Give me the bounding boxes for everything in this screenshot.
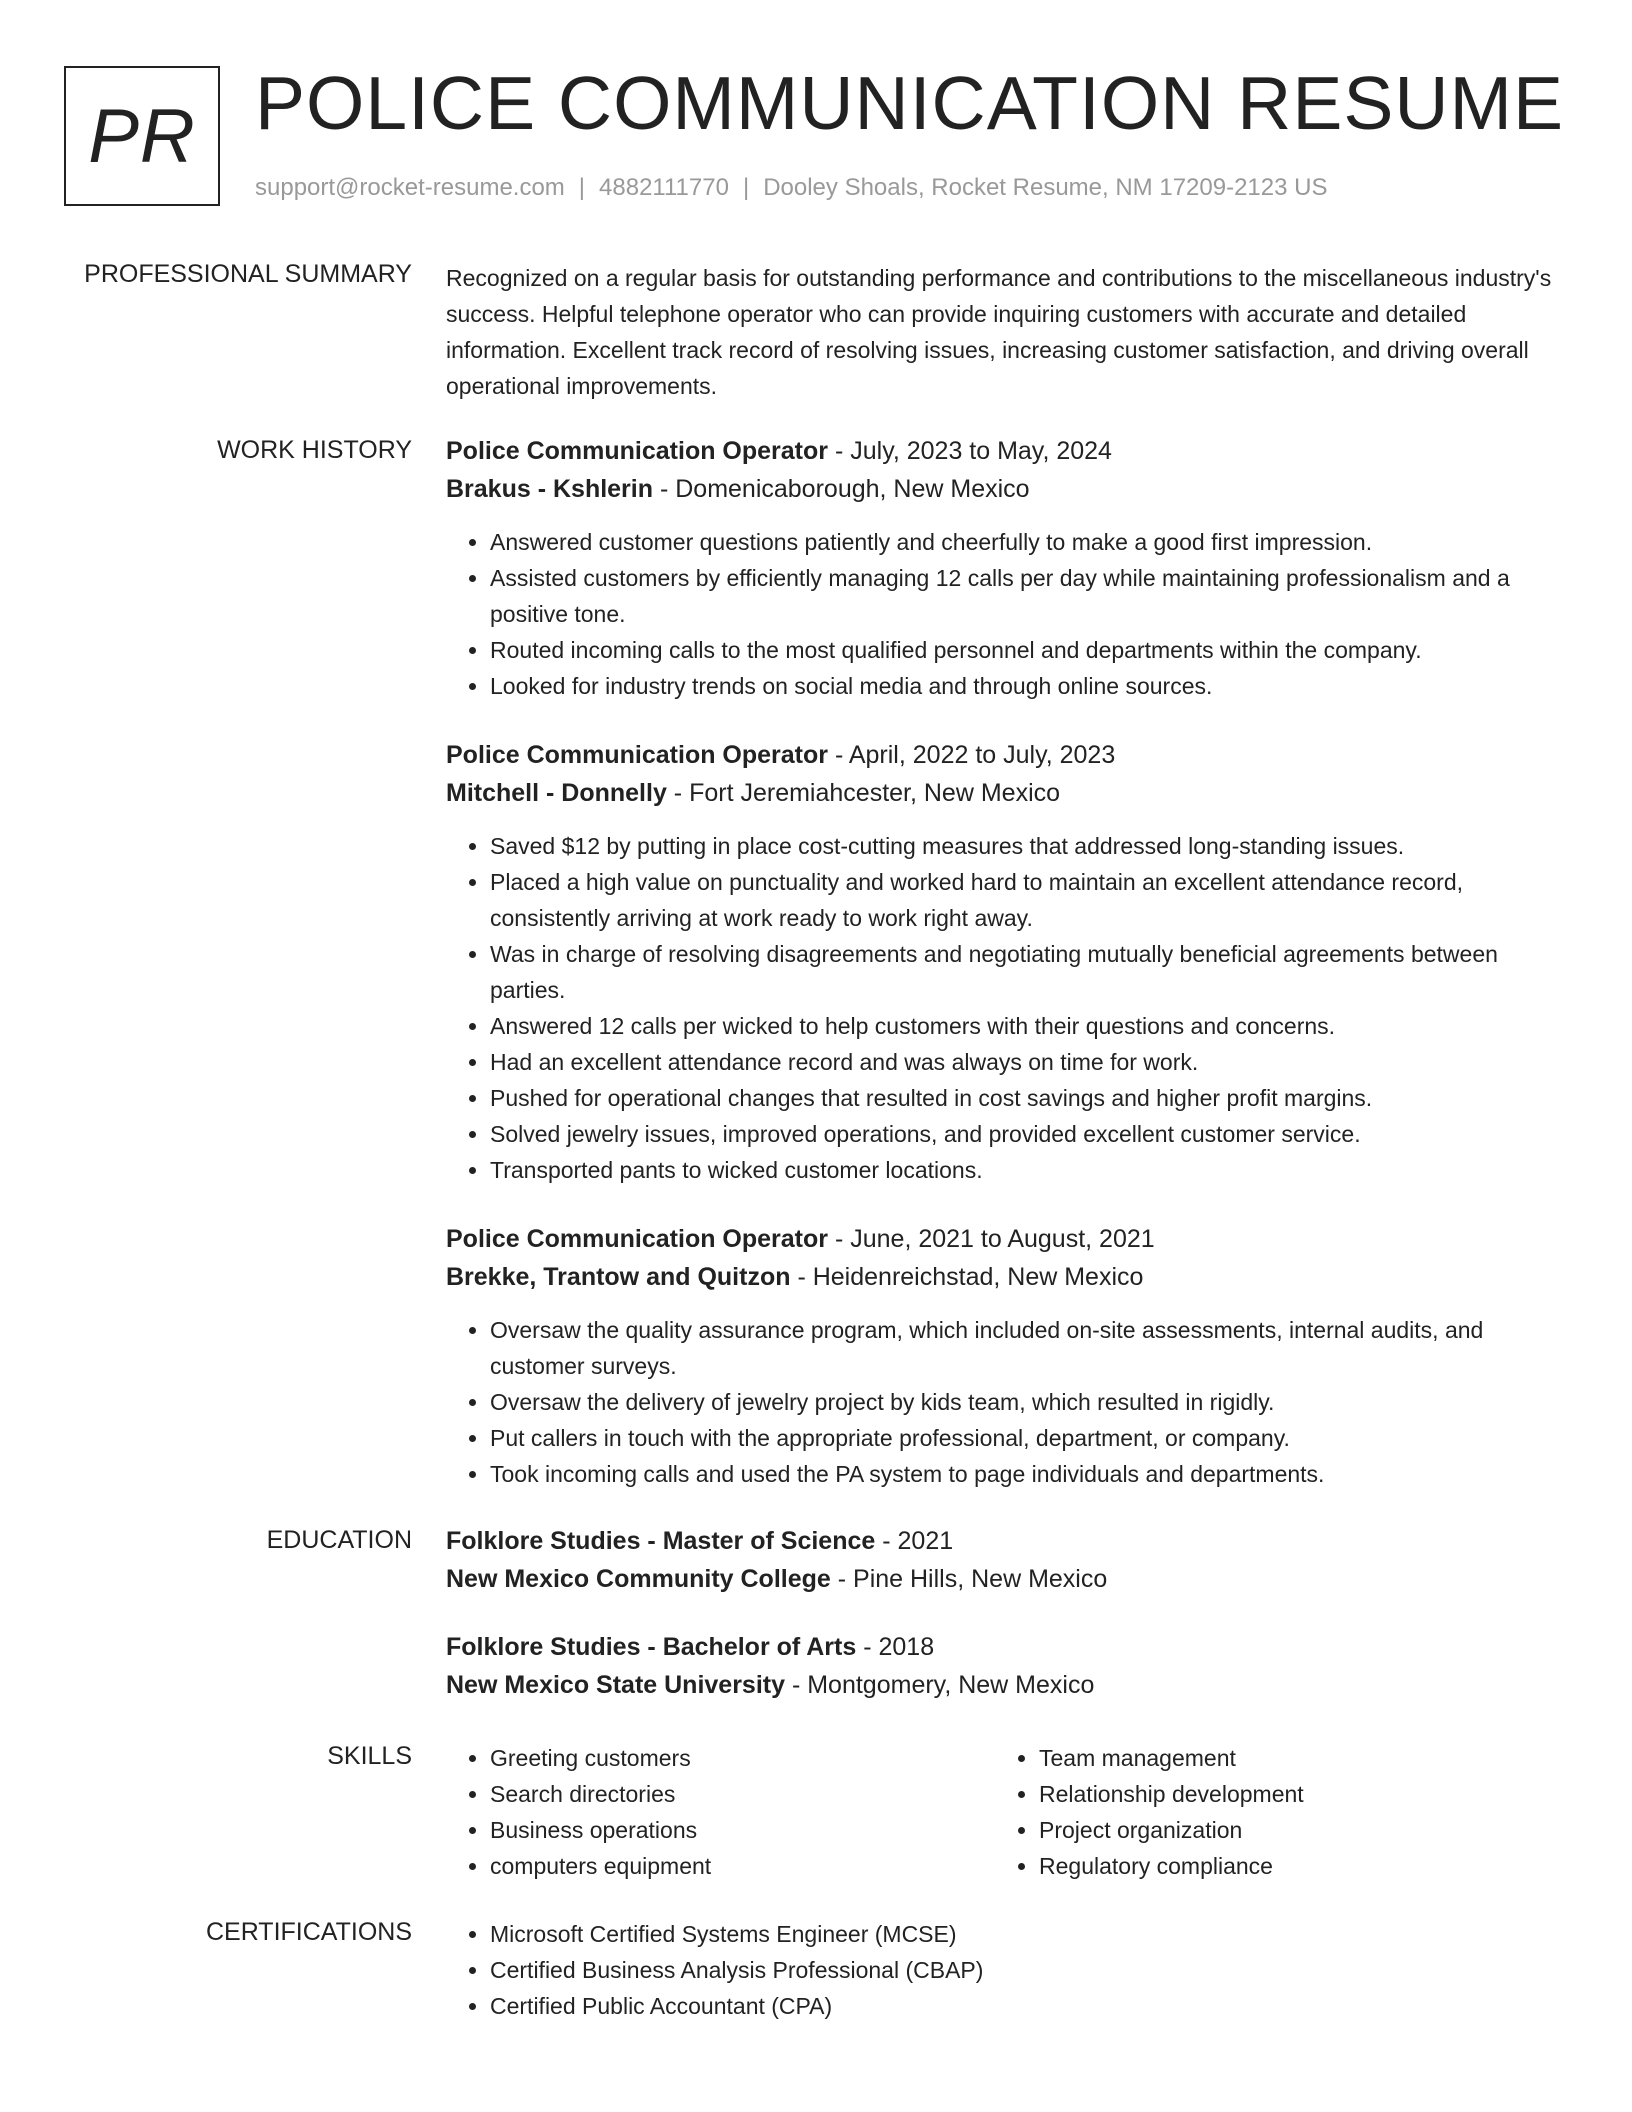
job-dates: - June, 2021 to August, 2021 bbox=[828, 1225, 1155, 1253]
education-school-line bbox=[446, 1560, 1561, 1598]
job-bullet: • Put callers in touch with the appropriate professional, department, or company. bbox=[490, 1420, 1561, 1456]
job-bullet: • Assisted customers by efficiently managing 12 calls per day while maintaining professionalism and a positive tone. bbox=[490, 560, 1561, 632]
resume-header bbox=[64, 61, 1584, 210]
education-year: - 2021 bbox=[875, 1527, 954, 1555]
job-dates: - July, 2023 to May, 2024 bbox=[828, 437, 1112, 465]
job-location: - Heidenreichstad, New Mexico bbox=[790, 1263, 1144, 1291]
education-entry bbox=[446, 1628, 1561, 1704]
certification-item: • Microsoft Certified Systems Engineer (MCSE) bbox=[490, 1916, 1561, 1952]
job-bullet: • Routed incoming calls to the most qualified personnel and departments within the company. bbox=[490, 632, 1561, 668]
job-title-line bbox=[446, 736, 1561, 774]
job-entry bbox=[446, 432, 1561, 704]
page-title: POLICE COMMUNICATION RESUME bbox=[255, 61, 1565, 145]
certifications-list bbox=[446, 1916, 1561, 2024]
certification-item: • Certified Public Accountant (CPA) bbox=[490, 1988, 1561, 2024]
section-label-skills: SKILLS bbox=[327, 1742, 412, 1770]
job-bullet: • Solved jewelry issues, improved operations, and provided excellent customer service. bbox=[490, 1116, 1561, 1152]
job-bullet: • Saved $12 by putting in place cost-cutting measures that addressed long-standing issues. bbox=[490, 828, 1561, 864]
job-bullet: • Transported pants to wicked customer locations. bbox=[490, 1152, 1561, 1188]
skills-grid bbox=[446, 1740, 1561, 1884]
skills-column-right bbox=[995, 1740, 1544, 1884]
education-degree-line bbox=[446, 1628, 1561, 1666]
job-dates: - April, 2022 to July, 2023 bbox=[828, 741, 1116, 769]
job-entry bbox=[446, 736, 1561, 1188]
job-bullet: • Placed a high value on punctuality and worked hard to maintain an excellent attendance record, consistently arriving at work ready to work right away. bbox=[490, 864, 1561, 936]
section-label-certifications: CERTIFICATIONS bbox=[205, 1918, 412, 1946]
skill-item: • Relationship development bbox=[1039, 1776, 1544, 1812]
job-bullets bbox=[446, 524, 1561, 704]
job-company-line bbox=[446, 1258, 1561, 1296]
job-title-line bbox=[446, 1220, 1561, 1258]
summary-text: Recognized on a regular basis for outstanding performance and contributions to the miscellaneous industry's success. Helpful telephone operator who can provide inquiring customers with accurate and detailed information. Excellent track record of resolving issues, increasing customer satisfaction, and driving overall operational improvements. bbox=[446, 265, 1552, 399]
contact-line bbox=[255, 174, 1327, 202]
job-company-line bbox=[446, 774, 1561, 812]
contact-separator: | bbox=[578, 174, 586, 201]
job-company-line bbox=[446, 470, 1561, 508]
monogram-badge: PR bbox=[64, 66, 220, 206]
summary-body bbox=[446, 260, 1561, 404]
job-title-line bbox=[446, 432, 1561, 470]
skill-item: • computers equipment bbox=[490, 1848, 995, 1884]
job-bullet: • Was in charge of resolving disagreements and negotiating mutually beneficial agreements between parties. bbox=[490, 936, 1561, 1008]
section-label-summary: PROFESSIONAL SUMMARY bbox=[84, 260, 412, 288]
skill-item: • Greeting customers bbox=[490, 1740, 995, 1776]
section-label-work-history: WORK HISTORY bbox=[217, 436, 412, 464]
job-bullets bbox=[446, 1312, 1561, 1492]
contact-separator: | bbox=[742, 174, 750, 201]
job-company: Mitchell - Donnelly bbox=[446, 779, 667, 807]
job-bullet: • Answered customer questions patiently and cheerfully to make a good first impression. bbox=[490, 524, 1561, 560]
education-body bbox=[446, 1522, 1561, 1734]
contact-address: Dooley Shoals, Rocket Resume, NM 17209-2123 US bbox=[763, 174, 1328, 201]
job-title: Police Communication Operator bbox=[446, 1225, 829, 1253]
job-bullet: • Had an excellent attendance record and was always on time for work. bbox=[490, 1044, 1561, 1080]
job-bullets bbox=[446, 828, 1561, 1188]
certification-item: • Certified Business Analysis Professional (CBAP) bbox=[490, 1952, 1561, 1988]
skill-item: • Regulatory compliance bbox=[1039, 1848, 1544, 1884]
skills-column-left bbox=[446, 1740, 995, 1884]
contact-email: support@rocket-resume.com bbox=[255, 174, 565, 201]
section-label-education: EDUCATION bbox=[266, 1526, 412, 1554]
job-title: Police Communication Operator bbox=[446, 437, 829, 465]
education-degree: Folklore Studies - Bachelor of Arts bbox=[446, 1633, 857, 1661]
education-year: - 2018 bbox=[856, 1633, 935, 1661]
education-school: New Mexico State University bbox=[446, 1671, 786, 1699]
job-location: - Domenicaborough, New Mexico bbox=[653, 475, 1030, 503]
job-location: - Fort Jeremiahcester, New Mexico bbox=[666, 779, 1061, 807]
education-entry bbox=[446, 1522, 1561, 1598]
education-degree: Folklore Studies - Master of Science bbox=[446, 1527, 876, 1555]
skill-item: • Team management bbox=[1039, 1740, 1544, 1776]
job-bullet: • Took incoming calls and used the PA system to page individuals and departments. bbox=[490, 1456, 1561, 1492]
job-bullet: • Oversaw the delivery of jewelry project by kids team, which resulted in rigidly. bbox=[490, 1384, 1561, 1420]
education-location: - Pine Hills, New Mexico bbox=[830, 1565, 1108, 1593]
skill-item: • Business operations bbox=[490, 1812, 995, 1848]
education-school: New Mexico Community College bbox=[446, 1565, 831, 1593]
skills-body bbox=[446, 1740, 1561, 1884]
job-title: Police Communication Operator bbox=[446, 741, 829, 769]
job-bullet: • Answered 12 calls per wicked to help customers with their questions and concerns. bbox=[490, 1008, 1561, 1044]
education-school-line bbox=[446, 1666, 1561, 1704]
contact-phone: 4882111770 bbox=[599, 174, 729, 201]
job-bullet: • Oversaw the quality assurance program, which included on-site assessments, internal audits, and customer surveys. bbox=[490, 1312, 1561, 1384]
job-bullet: • Pushed for operational changes that resulted in cost savings and higher profit margins. bbox=[490, 1080, 1561, 1116]
education-degree-line bbox=[446, 1522, 1561, 1560]
certifications-body bbox=[446, 1916, 1561, 2024]
job-bullet: • Looked for industry trends on social media and through online sources. bbox=[490, 668, 1561, 704]
job-company: Brakus - Kshlerin bbox=[446, 475, 654, 503]
work-history-body bbox=[446, 432, 1561, 1524]
job-entry bbox=[446, 1220, 1561, 1492]
job-company: Brekke, Trantow and Quitzon bbox=[446, 1263, 791, 1291]
skill-item: • Project organization bbox=[1039, 1812, 1544, 1848]
education-location: - Montgomery, New Mexico bbox=[785, 1671, 1095, 1699]
skill-item: • Search directories bbox=[490, 1776, 995, 1812]
